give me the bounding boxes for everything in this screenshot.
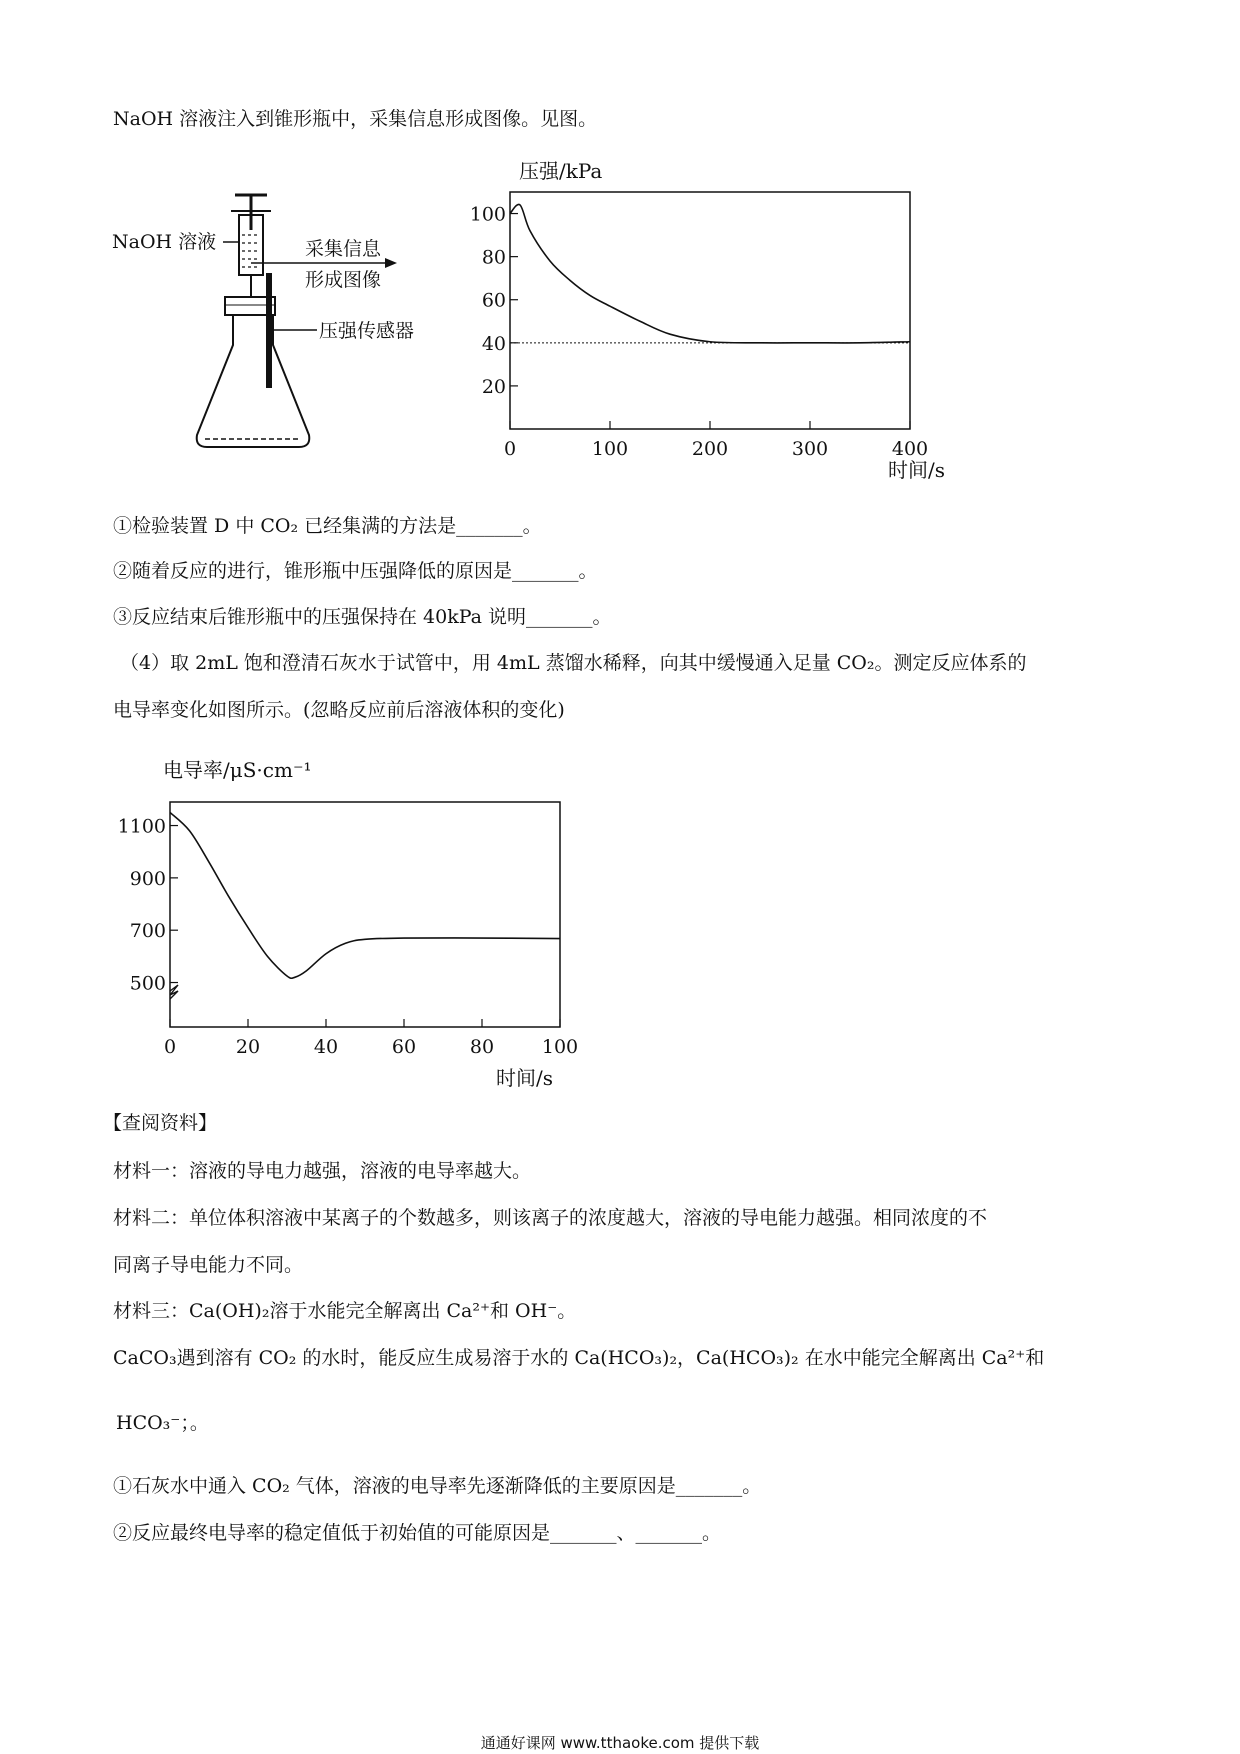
conductivity-chart [105,755,585,1095]
x-tick-label: 80 [469,1036,495,1058]
y-tick-label: 900 [129,867,166,890]
conical-flask [197,315,310,447]
x-tick-label: 0 [163,1036,177,1058]
plot-frame [170,802,560,1027]
intro-text: NaOH 溶液注入到锥形瓶中，采集信息形成图像。见图。 [113,108,598,130]
arrow-label-2: 形成图像 [305,269,382,291]
material-5: HCO₃⁻；。 [116,1412,209,1434]
x-tick-label: 300 [791,438,829,460]
series-line [510,204,910,342]
question-a-2: ②随着反应的进行，锥形瓶中压强降低的原因是_______。 [113,560,598,582]
y-tick-label: 80 [481,246,506,269]
material-2b: 同离子导电能力不同。 [113,1254,304,1276]
x-tick-label: 20 [235,1036,261,1058]
y-tick-label: 1100 [117,815,166,838]
y-tick-label: 40 [481,332,506,355]
part4-line2: 电导率变化如图所示。(忽略反应前后溶液体积的变化) [113,699,565,721]
y-tick-label: 700 [129,920,166,943]
sensor-label: 压强传感器 [319,320,415,342]
plot-frame [510,192,910,429]
data-arrow-head [385,258,397,268]
y-tick-label: 20 [481,375,506,398]
footer-text: 通通好课网 www.tthaoke.com 提供下载 [480,1734,760,1752]
material-1: 材料一：溶液的导电力越强，溶液的电导率越大。 [113,1160,532,1182]
x-tick-label: 60 [391,1036,417,1058]
x-tick-label: 200 [691,438,729,460]
y-axis-label: 压强/kPa [519,159,603,183]
material-4: CaCO₃遇到溶有 CO₂ 的水时，能反应生成易溶于水的 Ca(HCO₃)₂，Ca(HCO₃)₂ 在水中能完全解离出 Ca²⁺和 [113,1347,1045,1369]
question-a-1: ①检验装置 D 中 CO₂ 已经集满的方法是_______。 [113,515,542,537]
x-tick-label: 40 [313,1036,339,1058]
material-3: 材料三：Ca(OH)₂溶于水能完全解离出 Ca²⁺和 OH⁻。 [113,1300,577,1322]
naoh-label: NaOH 溶液 [112,231,217,253]
question-b-1: ①石灰水中通入 CO₂ 气体，溶液的电导率先逐渐降低的主要原因是_______。 [113,1475,762,1497]
series-line [170,812,560,978]
axis-break-mark [170,985,178,999]
apparatus-diagram [105,185,485,485]
x-tick-label: 400 [891,438,929,460]
material-2a: 材料二：单位体积溶液中某离子的个数越多，则该离子的浓度越大，溶液的导电能力越强。相同浓度的不 [113,1207,988,1229]
x-tick-label: 100 [591,438,629,460]
part4-line1: （4）取 2mL 饱和澄清石灰水于试管中，用 4mL 蒸馏水稀释，向其中缓慢通入足量 CO₂。测定反应体系的 [120,652,1027,674]
y-tick-label: 60 [481,289,506,312]
y-tick-label: 500 [129,972,166,995]
x-axis-label: 时间/s [495,1066,553,1090]
question-b-2: ②反应最终电导率的稳定值低于初始值的可能原因是_______、_______。 [113,1522,722,1544]
y-tick-label: 100 [469,203,506,226]
x-tick-label: 100 [541,1036,579,1058]
syringe-liquid [242,235,260,267]
x-tick-label: 0 [503,438,517,460]
x-axis-label: 时间/s [887,458,945,482]
arrow-label-1: 采集信息 [305,238,382,260]
y-axis-label: 电导率/μS·cm⁻¹ [163,758,312,782]
pressure-sensor-rod [266,273,272,388]
reference-heading: 【查阅资料】 [103,1112,218,1134]
pressure-chart [469,155,945,482]
question-a-3: ③反应结束后锥形瓶中的压强保持在 40kPa 说明_______。 [113,606,612,628]
